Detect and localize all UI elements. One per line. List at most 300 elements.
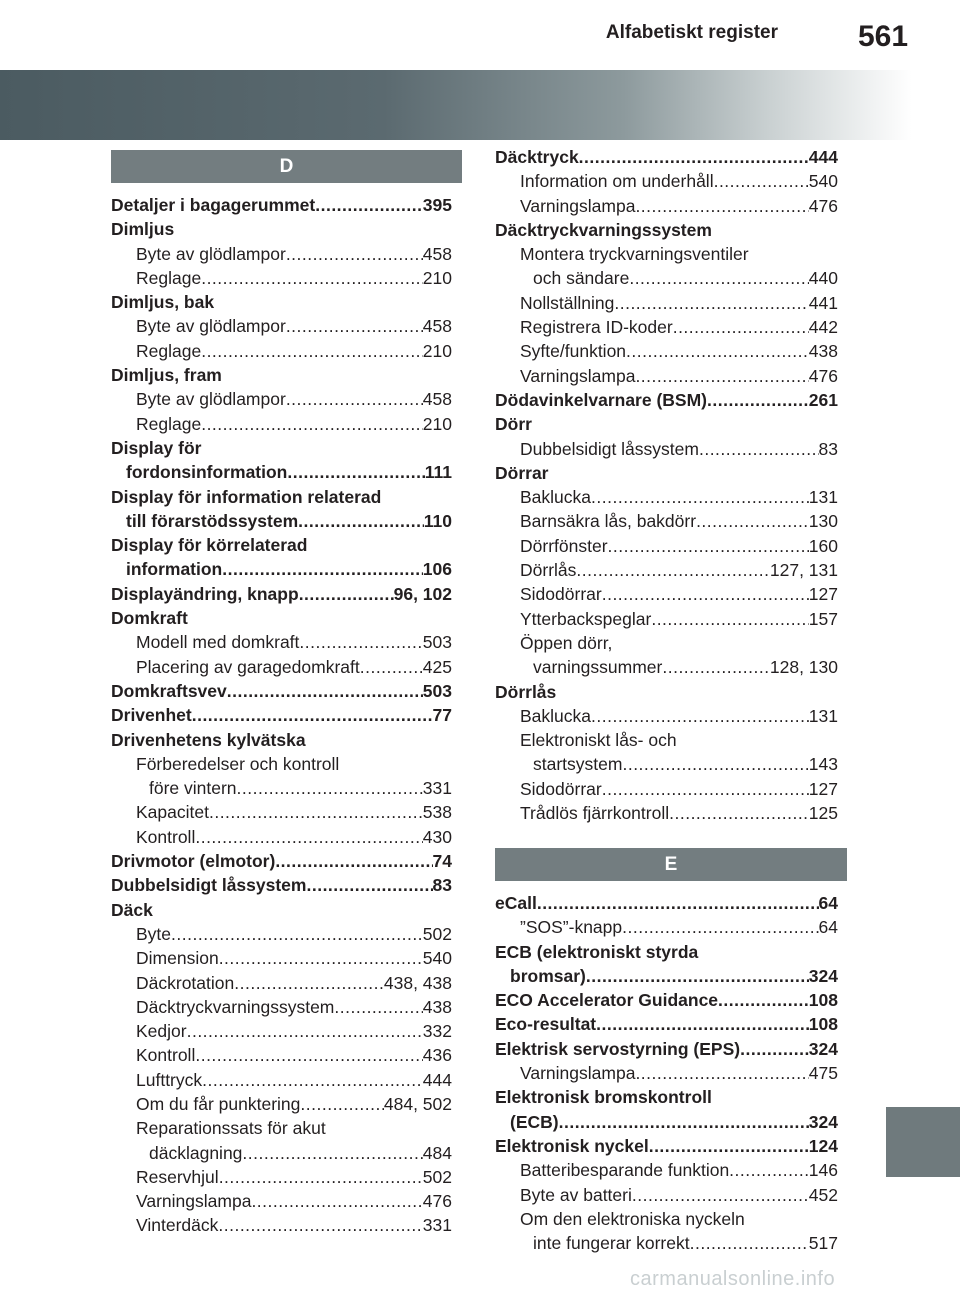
entry-page: 502 [422,923,452,944]
entry-page: 484 [422,1142,452,1163]
entry-page: 127 [808,778,838,799]
entry-text: Dörrlås [520,560,577,581]
watermark: carmanualsonline.info [630,1268,836,1290]
entry-text: Reservhjul [136,1166,219,1187]
index-entry [495,534,838,558]
dot-leader [299,582,394,606]
entry-text: Dimljus, bak [111,292,215,313]
index-entry [111,630,452,654]
dot-leader [537,891,819,915]
entry-text: Reglage [136,340,202,361]
entry-text: Baklucka [520,487,592,508]
dot-leader [299,630,422,654]
index-entry [111,436,452,460]
entry-page: 438 [808,341,838,362]
index-entry [111,314,452,338]
index-side-tab [886,1107,960,1177]
index-entry [495,388,838,412]
index-entry [495,194,838,218]
entry-text: Däcktryck [495,147,579,167]
index-entry [111,825,452,849]
entry-page: 83 [432,875,452,896]
entry-text: Information om underhåll [520,171,714,192]
entry-text: Dimljus, fram [111,365,222,386]
index-entry [495,558,838,582]
index-entry [495,266,838,290]
entry-page: 83 [818,438,838,459]
entry-text: Modell med domkraft [136,632,300,653]
section-header-e: E [495,848,847,881]
dot-leader [596,1012,809,1036]
entry-text: Sidodörrar [520,778,602,799]
dot-leader [334,995,422,1019]
dot-leader [195,1043,422,1067]
dot-leader [576,558,769,582]
entry-text: Reglage [136,267,202,288]
index-entry [111,412,452,436]
index-entry [111,387,452,411]
entry-page: 395 [422,195,452,215]
dot-leader [287,460,424,484]
dot-leader [673,315,809,339]
entry-text: Trådlös fjärrkontroll [520,803,670,824]
entry-page: 77 [432,705,452,726]
entry-page: 127, 131 [769,560,838,581]
entry-text: Batteribesparande funktion [520,1160,730,1181]
index-entry [111,485,452,509]
entry-page: 503 [422,680,452,701]
index-entry [495,1085,838,1109]
index-entry [495,437,838,461]
entry-text: information [126,559,223,580]
dot-leader [662,655,770,679]
entry-page: 106 [422,559,452,580]
entry-text: Dödavinkelvarnare (BSM) [495,389,708,410]
entry-page: 503 [422,632,452,653]
entry-page: 130 [808,511,838,532]
entry-page: 210 [422,267,452,288]
entry-text: Däckrotation [136,972,235,993]
entry-text: Om du får punktering [136,1093,301,1114]
entry-text: Byte av batteri [520,1184,632,1205]
index-entry [111,995,452,1019]
entry-page: 74 [432,851,452,872]
index-entry [111,728,452,752]
entry-text: bromsar) [510,965,586,986]
entry-page: 441 [808,292,838,313]
index-entry [495,631,838,655]
index-entry [111,217,452,241]
index-entry [495,655,838,679]
entry-text: Varningslampa [520,1063,636,1084]
entry-text: fordonsinformation [126,462,288,483]
index-entry [495,315,838,339]
index-entry [495,680,838,704]
left-column-entries [111,193,452,1238]
entry-text: Detaljer i bagagerummet [111,195,316,215]
entry-text: Dubbelsidigt låssystem [111,875,307,896]
dot-leader [306,873,432,897]
entry-text: Baklucka [520,705,592,726]
dot-leader [242,1141,422,1165]
entry-page: 131 [808,487,838,508]
entry-page: 111 [424,462,452,483]
entry-text: Drivmotor (elmotor) [111,851,276,872]
index-entry [495,964,838,988]
entry-page: 143 [808,754,838,775]
dot-leader [219,1165,423,1189]
dot-leader [195,825,422,849]
index-entry [111,557,452,581]
entry-text: Montera tryckvarningsventiler [520,244,749,265]
index-entry [111,1068,452,1092]
entry-page: 64 [818,893,838,913]
entry-page: 458 [422,389,452,410]
index-entry [111,606,452,630]
index-entry [495,339,838,363]
entry-text: Elektronisk bromskontroll [495,1087,712,1108]
dot-leader [629,266,808,290]
entry-page: 425 [422,656,452,677]
index-entry [495,485,838,509]
entry-page: 108 [808,1014,838,1035]
entry-text: Dubbelsidigt låssystem [520,438,699,459]
index-entry [111,582,452,606]
entry-text: varningssummer [533,657,663,678]
index-entry [111,193,452,217]
dot-leader [298,509,424,533]
index-entry [495,582,838,606]
dot-leader [591,485,809,509]
dot-leader [227,679,423,703]
entry-text: Display för [111,437,202,458]
entry-text: Reparationssats för akut [136,1118,326,1139]
entry-page: 540 [422,948,452,969]
entry-page: 517 [808,1233,838,1254]
entry-text: Däcktryckvarningssystem [136,996,335,1017]
entry-page: 146 [808,1160,838,1181]
entry-page: 324 [808,1038,838,1059]
entry-page: 110 [423,510,452,531]
index-entry [111,1189,452,1213]
entry-page: 125 [808,803,838,824]
index-entry [495,1231,838,1255]
index-entry [495,509,838,533]
dot-leader [602,582,809,606]
entry-text: Kontroll [136,1045,196,1066]
index-entry [495,1110,838,1134]
dot-leader [201,266,423,290]
entry-page: 160 [808,535,838,556]
entry-text: Elektronisk nyckel [495,1135,649,1156]
entry-page: 438 [422,996,452,1017]
index-entry [111,1116,452,1140]
dot-leader [622,915,818,939]
entry-text: Reglage [136,413,202,434]
entry-page: 331 [422,1215,452,1236]
index-entry [495,364,838,388]
entry-page: 131 [808,705,838,726]
entry-page: 540 [808,171,838,192]
entry-text: Dimension [136,948,219,969]
index-entry [495,915,838,939]
index-entry [111,290,452,314]
index-entry [495,1061,838,1085]
entry-text: Kedjor [136,1021,187,1042]
dot-leader [614,291,808,315]
dot-leader [237,776,423,800]
index-entry [111,776,452,800]
entry-text: Byte av glödlampor [136,316,286,337]
entry-page: 96, 102 [393,583,452,604]
entry-text: Elektrisk servostyrning (EPS) [495,1038,741,1059]
dot-leader [286,242,423,266]
dot-leader [635,364,808,388]
dot-leader [626,339,809,363]
dot-leader [707,388,809,412]
entry-text: Om den elektroniska nyckeln [520,1208,745,1229]
dot-leader [286,387,423,411]
entry-text: Eco-resultat [495,1014,597,1035]
index-entry [495,291,838,315]
dot-leader [635,1061,808,1085]
entry-page: 210 [422,340,452,361]
entry-text: Kapacitet [136,802,209,823]
entry-text: Placering av garagedomkraft [136,656,360,677]
index-entry [495,461,838,485]
entry-text: Syfte/funktion [520,341,627,362]
dot-leader [586,964,809,988]
index-entry [111,460,452,484]
entry-page: 476 [808,365,838,386]
entry-text: före vintern [149,778,237,799]
index-entry [495,801,838,825]
index-entry [495,169,838,193]
index-entry [111,1043,452,1067]
entry-text: Displayändring, knapp [111,583,299,604]
dot-leader [696,509,809,533]
entry-text: (ECB) [510,1111,559,1132]
entry-page: 442 [808,317,838,338]
entry-text: eCall [495,893,537,913]
entry-text: ECB (elektroniskt styrda [495,941,699,962]
dot-leader [201,339,423,363]
dot-leader [171,922,423,946]
page-number: 561 [806,14,960,60]
entry-text: Dörr [495,414,532,435]
dot-leader [286,314,423,338]
entry-text: Display för information relaterad [111,486,382,507]
entry-text: Domkraft [111,608,188,629]
index-entry [111,946,452,970]
dot-leader [690,1231,809,1255]
dot-leader [300,1092,383,1116]
entry-text: däcklagning [149,1142,243,1163]
index-entry [495,412,838,436]
entry-text: Dörrar [495,462,549,483]
dot-leader [219,946,423,970]
index-entry [495,704,838,728]
dot-leader [187,1019,423,1043]
entry-text: Lufttryck [136,1069,203,1090]
entry-page: 444 [808,147,838,167]
index-entry [495,1183,838,1207]
entry-page: 210 [422,413,452,434]
entry-page: 538 [422,802,452,823]
entry-page: 458 [422,316,452,337]
dot-leader [622,752,808,776]
index-entry [495,728,838,752]
index-entry [495,242,838,266]
index-entry [111,1213,452,1237]
entry-text: ”SOS”-knapp [520,917,623,938]
index-entry [495,1012,838,1036]
entry-page: 124 [808,1135,838,1156]
entry-text: Dörrfönster [520,535,608,556]
index-entry [111,922,452,946]
entry-text: Sidodörrar [520,584,602,605]
entry-page: 324 [808,1111,838,1132]
entry-page: 452 [808,1184,838,1205]
index-entry [495,1207,838,1231]
entry-page: 157 [808,608,838,629]
entry-text: Förberedelser och kontroll [136,753,340,774]
dot-leader [699,437,819,461]
index-entry [111,266,452,290]
entry-page: 324 [808,965,838,986]
dot-leader [635,194,808,218]
index-entry [111,752,452,776]
entry-page: 127 [808,584,838,605]
right-column-entries-d [495,145,838,825]
entry-text: Nollställning [520,292,615,313]
dot-leader [218,1213,422,1237]
index-entry [495,940,838,964]
index-entry [111,800,452,824]
dot-leader [602,777,809,801]
entry-text: startsystem [533,754,623,775]
index-entry [111,1019,452,1043]
index-entry [111,533,452,557]
entry-text: Drivenhetens kylvätska [111,729,306,750]
entry-text: Dimljus [111,219,175,240]
entry-text: Däck [111,899,153,920]
index-entry [111,242,452,266]
index-entry [495,1037,838,1061]
entry-page: 458 [422,243,452,264]
entry-text: inte fungerar korrekt [533,1233,690,1254]
dot-leader [740,1037,809,1061]
dot-leader [360,655,423,679]
dot-leader [209,800,423,824]
entry-page: 438, 438 [383,972,452,993]
right-column-entries-e [495,891,838,1255]
dot-leader [729,1158,809,1182]
index-entry [495,218,838,242]
entry-text: Vinterdäck [136,1215,219,1236]
entry-text: Byte av glödlampor [136,389,286,410]
index-entry [495,1134,838,1158]
entry-text: Barnsäkra lås, bakdörr [520,511,697,532]
index-entry [495,1158,838,1182]
entry-page: 440 [808,268,838,289]
index-entry [111,849,452,873]
index-entry [495,145,838,169]
entry-text: Display för körrelaterad [111,535,308,556]
entry-text: Elektroniskt lås- och [520,730,677,751]
dot-leader [192,703,433,727]
entry-page: 484, 502 [383,1093,452,1114]
index-entry [111,1141,452,1165]
dot-leader [579,145,809,169]
entry-text: Kontroll [136,826,196,847]
dot-leader [275,849,432,873]
entry-text: och sändare [533,268,630,289]
entry-text: Varningslampa [520,195,636,216]
index-entry [111,363,452,387]
index-entry [495,777,838,801]
dot-leader [222,557,423,581]
index-entry [111,339,452,363]
entry-text: Öppen dörr, [520,632,613,653]
page-header [0,0,960,70]
entry-page: 430 [422,826,452,847]
index-entry [111,873,452,897]
index-entry [111,509,452,533]
index-entry [495,752,838,776]
entry-page: 332 [422,1021,452,1042]
entry-text: Ytterbackspeglar [520,608,652,629]
index-entry [111,1092,452,1116]
entry-text: Dörrlås [495,681,557,702]
entry-page: 444 [422,1069,452,1090]
index-entry [111,971,452,995]
entry-page: 108 [808,990,838,1011]
entry-page: 128, 130 [769,657,838,678]
dot-leader [202,1068,423,1092]
entry-text: till förarstödssystem [126,510,299,531]
index-entry [495,988,838,1012]
dot-leader [559,1110,809,1134]
entry-page: 475 [808,1063,838,1084]
header-title: Alfabetiskt register [605,22,778,43]
dot-leader [315,193,423,217]
entry-page: 436 [422,1045,452,1066]
entry-text: Byte [136,923,172,944]
entry-page: 261 [808,389,838,410]
entry-text: Drivenhet [111,705,192,726]
index-entry [495,891,838,915]
dot-leader [714,169,809,193]
entry-page: 502 [422,1166,452,1187]
entry-text: Däcktryckvarningssystem [495,219,712,240]
index-entry [111,703,452,727]
entry-page: 331 [422,778,452,799]
header-banner [0,70,960,140]
index-entry [111,898,452,922]
dot-leader [201,412,423,436]
entry-text: Varningslampa [136,1191,252,1212]
dot-leader [651,607,808,631]
entry-page: 476 [422,1191,452,1212]
entry-page: 64 [818,917,838,938]
entry-text: ECO Accelerator Guidance [495,990,719,1011]
dot-leader [591,704,809,728]
dot-leader [234,971,384,995]
entry-text: Varningslampa [520,365,636,386]
dot-leader [632,1183,809,1207]
index-entry [495,607,838,631]
